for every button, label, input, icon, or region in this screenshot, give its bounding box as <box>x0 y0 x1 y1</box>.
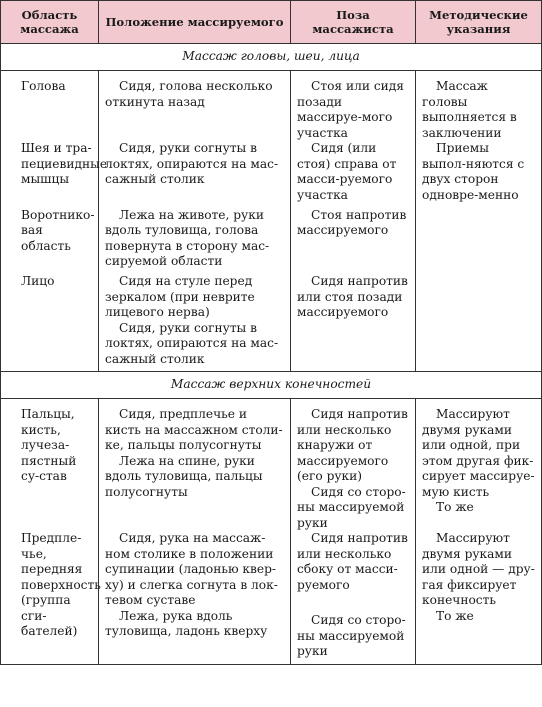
pose-cell: Стоя напротив массируемого <box>291 208 416 275</box>
pose-cell: Сидя напротив или несколько кнаружи от массируемого (его руки) Сидя со сторо-ны массируемой руки <box>291 399 416 532</box>
notes-cell: Приемы выпол-няются с двух сторон одновре-менно <box>416 141 542 208</box>
section-title: Массаж верхних конечностей <box>1 372 542 399</box>
area-cell: Воротнико-вая область <box>1 208 99 275</box>
notes-cell: Массируют двумя руками или одной, при этом другая фик-сирует массируе-мую кисть То же <box>416 399 542 532</box>
table-row <box>1 274 542 372</box>
position-cell: Сидя на стуле перед зеркалом (при неврите лицевого нерва) Сидя, руки согнуты в локтях, опираются на мас-сажный столик <box>99 274 291 372</box>
notes-cell <box>416 274 542 372</box>
notes-cell: Массируют двумя руками или одной — дру-гая фиксирует конечность То же <box>416 531 542 664</box>
pose-cell: Сидя напротив или стоя позади массируемого <box>291 274 416 372</box>
header-position: Положение массируемого <box>99 1 291 44</box>
pose-cell: Сидя (или стоя) справа от масси-руемого участка <box>291 141 416 208</box>
position-cell: Сидя, рука на массаж-ном столике в положении супинации (ладонью квер-ху) и слегка согнута в лок-тевом суставе Лежа, рука вдоль туловища, ладонь кверху <box>99 531 291 664</box>
table-row <box>1 531 542 664</box>
position-cell: Лежа на животе, руки вдоль туловища, голова повернута в сторону мас-сируемой области <box>99 208 291 275</box>
header-pose: Поза массажиста <box>291 1 416 44</box>
header-row <box>1 1 542 44</box>
position-cell: Сидя, руки согнуты в локтях, опираются на мас-сажный столик <box>99 141 291 208</box>
table-row <box>1 208 542 275</box>
area-cell: Предпле-чье, передняя поверхность (группа сги-бателей) <box>1 531 99 664</box>
area-cell: Пальцы, кисть, лучеза-пястный су-став <box>1 399 99 532</box>
table-row <box>1 71 542 142</box>
header-area: Область массажа <box>1 1 99 44</box>
position-cell: Сидя, предплечье и кисть на массажном столи-ке, пальцы полусогнуты Лежа на спине, руки вдоль туловища, пальцы полусогнуты <box>99 399 291 532</box>
pose-cell: Стоя или сидя позади массируе-мого участка <box>291 71 416 142</box>
notes-cell: Массаж головы выполняется в заключении <box>416 71 542 142</box>
notes-cell <box>416 208 542 275</box>
section-title-row <box>1 372 542 399</box>
table-row <box>1 399 542 532</box>
table-row <box>1 141 542 208</box>
header-notes: Методические указания <box>416 1 542 44</box>
position-cell: Сидя, голова несколько откинута назад <box>99 71 291 142</box>
area-cell: Шея и тра-пециевидные мышцы <box>1 141 99 208</box>
area-cell: Лицо <box>1 274 99 372</box>
area-cell: Голова <box>1 71 99 142</box>
section-title: Массаж головы, шеи, лица <box>1 44 542 71</box>
pose-cell: Сидя напротив или несколько сбоку от масси-руемого Сидя со сторо-ны массируемой руки <box>291 531 416 664</box>
section-title-row <box>1 44 542 71</box>
